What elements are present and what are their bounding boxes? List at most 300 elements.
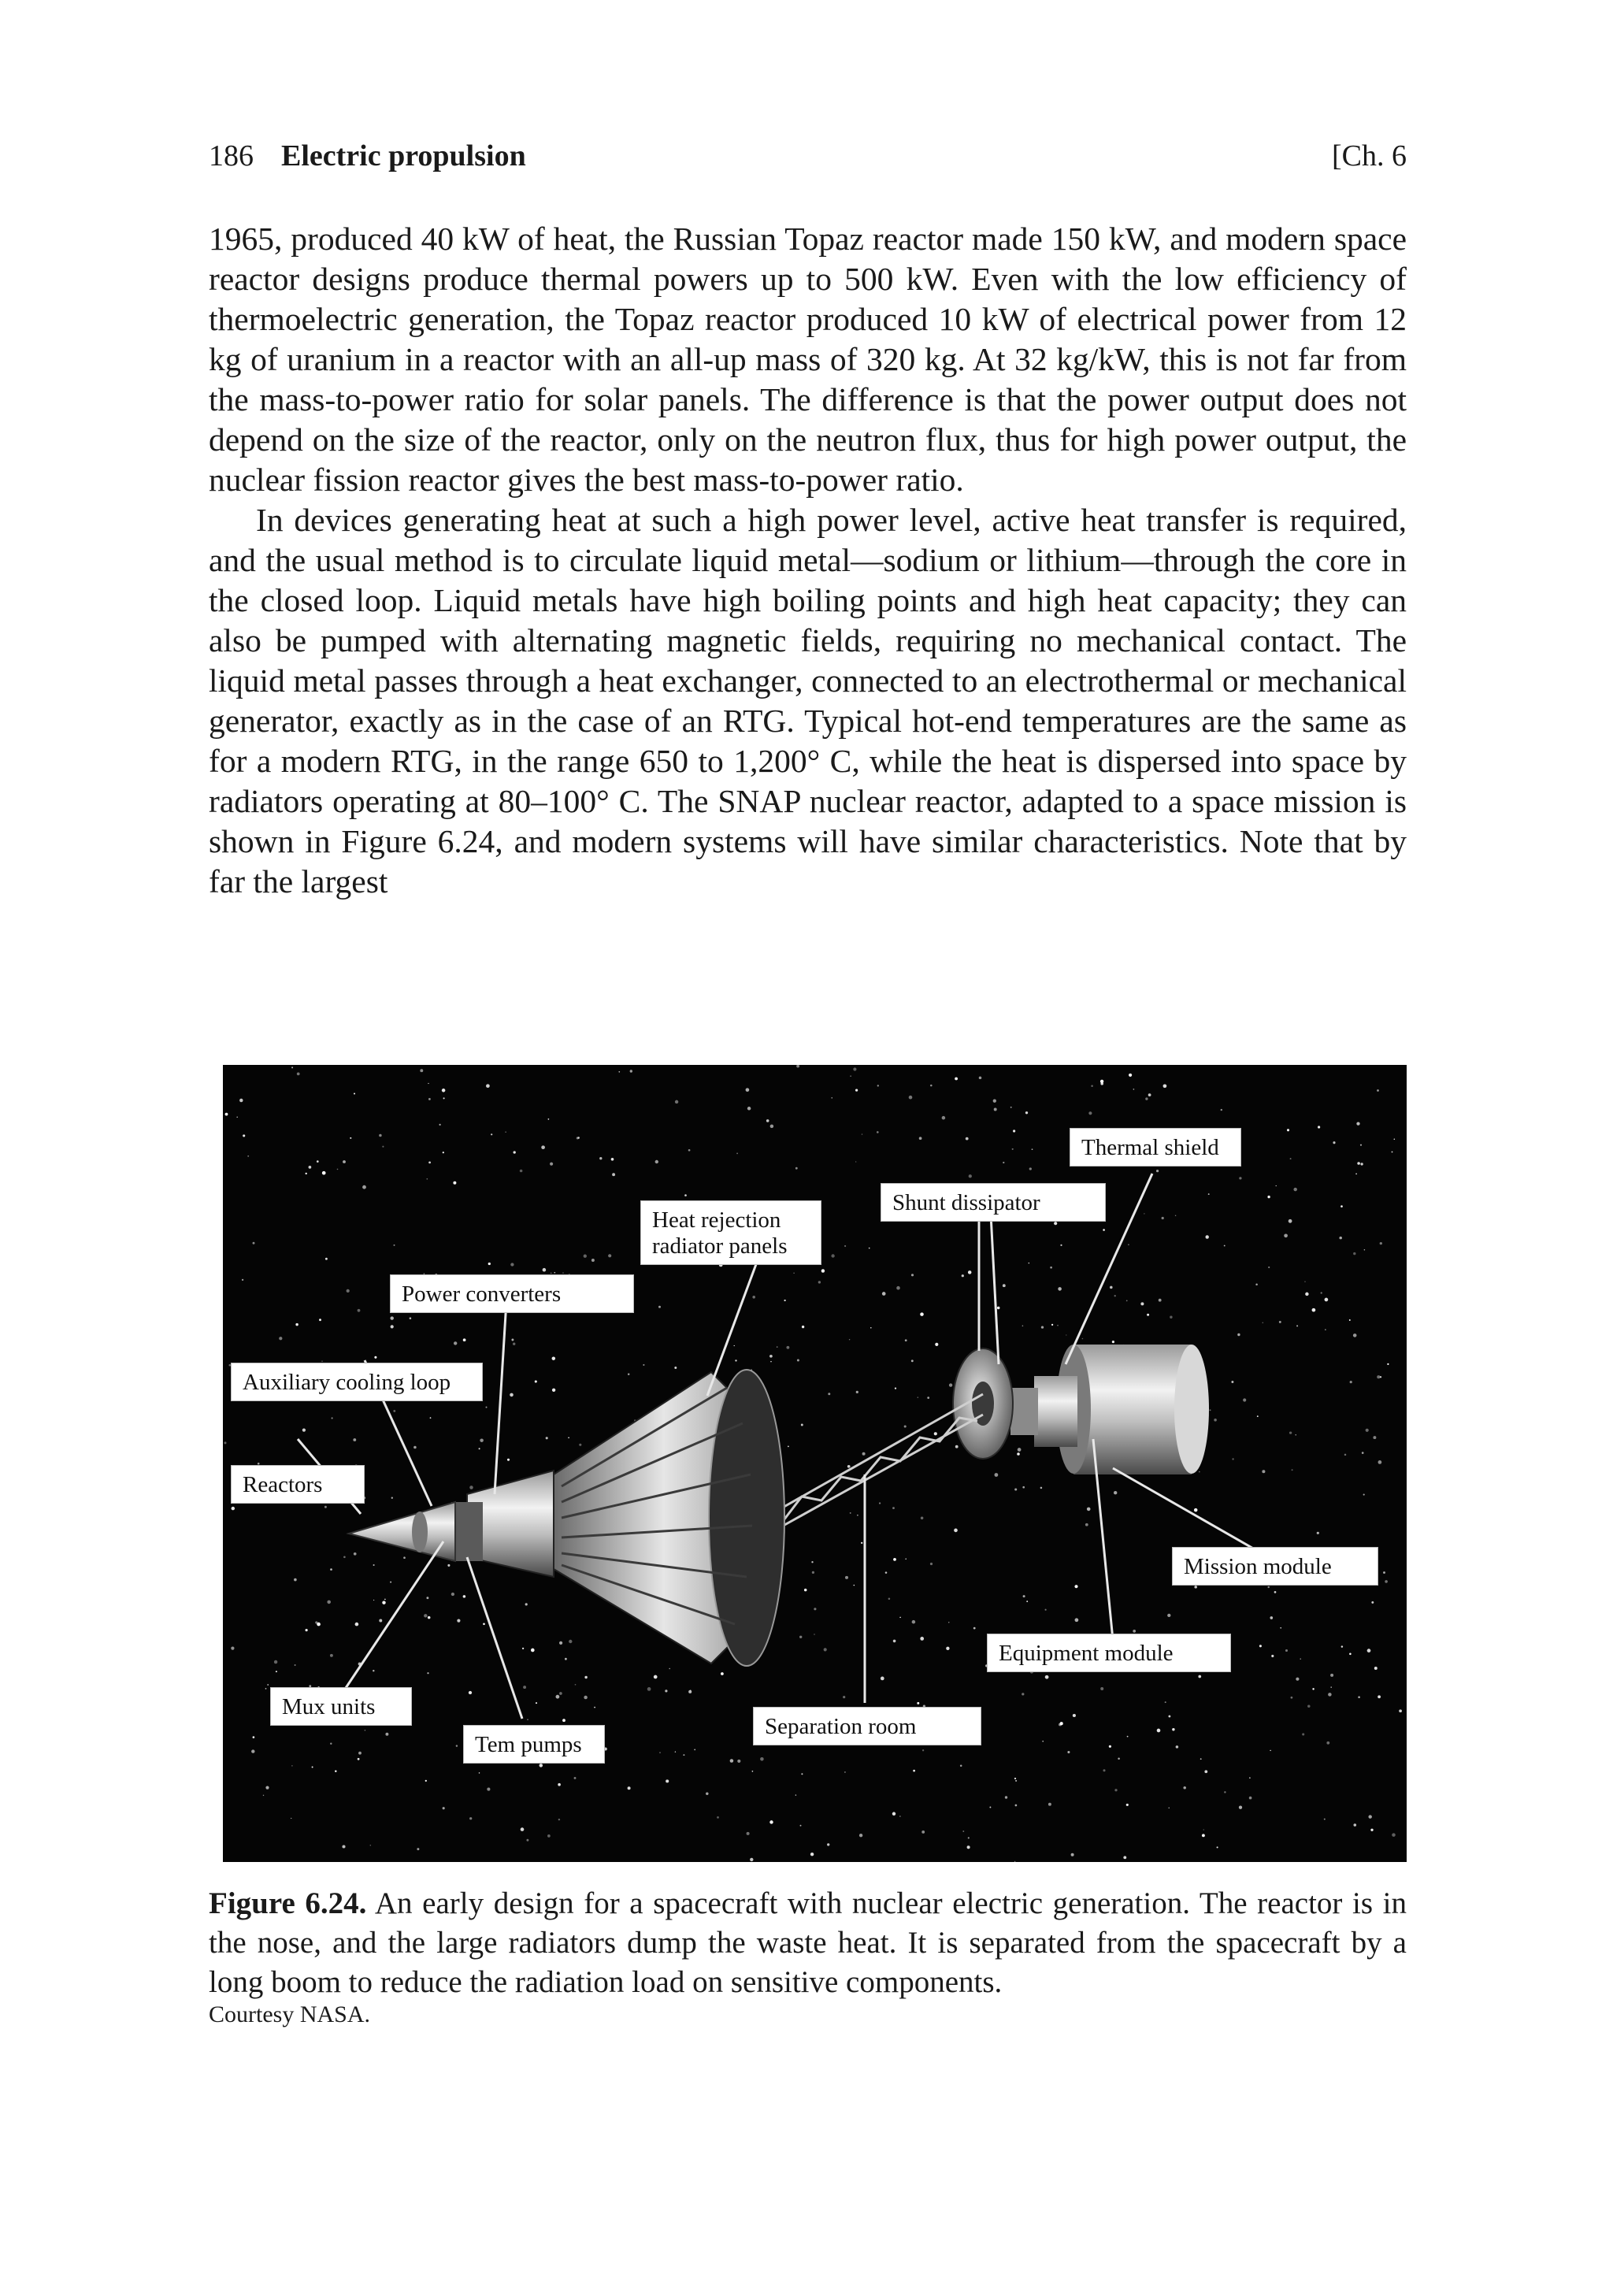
star [1114, 1295, 1116, 1296]
star [1175, 1215, 1176, 1216]
star [1085, 1523, 1088, 1526]
star [562, 1719, 565, 1722]
star [1305, 1293, 1308, 1296]
star [297, 1073, 300, 1076]
star [912, 1620, 916, 1624]
star [1194, 1508, 1198, 1512]
body-text [209, 219, 1407, 902]
star [568, 1437, 569, 1438]
star [752, 1771, 754, 1772]
star [251, 1749, 254, 1753]
star [684, 1194, 687, 1196]
star [426, 1597, 428, 1599]
page-number: 186 [209, 139, 254, 172]
star [796, 1065, 799, 1068]
star [628, 1786, 631, 1790]
star [317, 1623, 321, 1626]
star [746, 1088, 750, 1092]
star [1268, 1267, 1270, 1268]
star [337, 1169, 339, 1170]
star [683, 1754, 684, 1756]
star [1326, 1741, 1329, 1745]
star [1100, 1082, 1103, 1085]
star [274, 1660, 277, 1664]
star [1013, 1129, 1015, 1132]
star [1224, 1245, 1226, 1247]
star [892, 1812, 895, 1816]
star [551, 1273, 552, 1274]
star [1341, 1645, 1343, 1647]
star [354, 1552, 357, 1556]
star [236, 1116, 238, 1118]
star [843, 1696, 845, 1698]
reactor-drawing [349, 1471, 554, 1577]
star [674, 1367, 677, 1369]
star [628, 1374, 629, 1375]
star [1127, 1736, 1129, 1738]
star [1360, 1144, 1362, 1146]
star [904, 1425, 907, 1427]
star [921, 1517, 924, 1520]
star [1296, 1678, 1299, 1681]
star [1292, 1469, 1293, 1471]
star [688, 1149, 691, 1152]
star [801, 1773, 803, 1775]
star [531, 1649, 535, 1652]
star [942, 1116, 946, 1120]
star [1367, 1649, 1371, 1652]
star [995, 1473, 999, 1477]
star [1075, 1618, 1079, 1622]
star [457, 1619, 460, 1623]
star [558, 1819, 560, 1820]
star [1210, 1409, 1211, 1411]
star [358, 1309, 361, 1312]
star [353, 1438, 356, 1441]
star [921, 1830, 925, 1834]
star [735, 1359, 736, 1361]
star [1318, 1126, 1320, 1128]
star [1205, 1235, 1208, 1238]
star [569, 1640, 572, 1643]
star [747, 1832, 750, 1835]
star [1274, 1591, 1277, 1593]
star [659, 1752, 660, 1753]
mission-module-drawing [1010, 1345, 1209, 1474]
star [862, 1452, 866, 1456]
star [469, 1691, 472, 1694]
star [1126, 1300, 1128, 1302]
star [543, 1268, 547, 1272]
star [556, 1695, 560, 1699]
star [804, 1589, 806, 1592]
star [1284, 1233, 1288, 1237]
star [321, 1360, 322, 1361]
star [554, 1272, 556, 1274]
star [327, 1601, 331, 1604]
radiator-panels-drawing [554, 1370, 784, 1666]
star [1302, 1733, 1304, 1735]
star [1073, 1714, 1076, 1717]
star [1129, 1074, 1132, 1077]
star [1289, 1219, 1292, 1223]
star [1029, 1167, 1032, 1170]
star [747, 1107, 751, 1111]
chapter-marker: [Ch. 6 [1332, 139, 1407, 172]
star [694, 1749, 695, 1751]
star [559, 1641, 562, 1645]
star [463, 1338, 466, 1341]
star [1148, 1093, 1151, 1096]
figure-caption [209, 1884, 1407, 2002]
star [1255, 1283, 1258, 1285]
star [1287, 1129, 1289, 1131]
star [332, 1417, 333, 1419]
star [224, 1441, 227, 1444]
star [382, 1601, 385, 1604]
star [243, 1134, 245, 1137]
star [507, 1459, 510, 1461]
label-power-converters: Power converters [390, 1274, 634, 1313]
star [267, 1684, 269, 1686]
star [1350, 1381, 1352, 1383]
star [384, 1599, 386, 1601]
star [960, 1765, 962, 1767]
star [1237, 1333, 1240, 1336]
star [1363, 1494, 1365, 1496]
star [797, 1359, 799, 1361]
star [469, 1817, 472, 1819]
star [584, 1255, 587, 1258]
star [1074, 1585, 1077, 1588]
star [540, 1764, 543, 1767]
star [451, 1593, 454, 1596]
star [899, 1617, 901, 1619]
star [486, 1407, 488, 1408]
star [1333, 1141, 1335, 1144]
star [1353, 1252, 1355, 1255]
shunt-dissipator-drawing [953, 1348, 1013, 1459]
star [1321, 1292, 1322, 1293]
star [1023, 1595, 1025, 1597]
star [390, 1582, 391, 1583]
star [658, 1306, 661, 1308]
star [347, 1289, 350, 1293]
star [1165, 1701, 1166, 1703]
star [1203, 1829, 1204, 1830]
star [393, 1410, 395, 1412]
star [1328, 1693, 1332, 1697]
label-shunt-dissipator: Shunt dissipator [881, 1183, 1106, 1222]
star [752, 1296, 755, 1299]
star [394, 1244, 395, 1246]
star [1103, 1769, 1105, 1771]
star [486, 1084, 490, 1088]
star [342, 1845, 345, 1848]
star [417, 1848, 419, 1850]
star [1060, 1722, 1063, 1725]
star [1100, 1687, 1103, 1690]
star [391, 1497, 393, 1499]
star [1239, 1177, 1241, 1179]
star [279, 1337, 282, 1340]
star [909, 1096, 913, 1100]
star [844, 1245, 846, 1247]
star [927, 1397, 929, 1399]
star [1358, 1696, 1360, 1698]
star [955, 1445, 959, 1448]
star [373, 1564, 375, 1566]
label-mux-units: Mux units [270, 1687, 412, 1726]
star [973, 1627, 976, 1630]
star [1392, 1152, 1393, 1153]
star [317, 1160, 319, 1163]
star [319, 1319, 321, 1321]
star [335, 1770, 336, 1771]
star [1183, 1786, 1186, 1790]
star [1162, 1217, 1164, 1219]
star [312, 1766, 313, 1767]
star [1371, 1601, 1374, 1604]
star [427, 1672, 428, 1674]
star [1060, 1244, 1062, 1246]
star [608, 1254, 611, 1257]
label-thermal-shield: Thermal shield [1070, 1128, 1241, 1167]
star [487, 1788, 490, 1791]
figure-credit: Courtesy NASA. [209, 2001, 371, 2027]
star [322, 1171, 326, 1175]
star [525, 1603, 528, 1605]
star [730, 1759, 734, 1763]
star [1339, 1237, 1342, 1240]
star [350, 1137, 351, 1139]
star [1353, 1823, 1356, 1827]
star [1145, 1097, 1148, 1100]
star [831, 1254, 834, 1257]
star [1014, 1488, 1017, 1490]
star [1344, 1454, 1347, 1456]
star [1003, 1284, 1006, 1287]
star [1058, 1287, 1062, 1291]
star [1324, 1819, 1326, 1820]
caption-text: An early design for a spacecraft with nuclear electric generation. The reactor is in the nose, and the large radiators dump the waste heat. It is separated from the spacecraft by a long boom to reduce the radiation load on sensitive components. [209, 1886, 1407, 1999]
star [552, 1356, 556, 1360]
star [1170, 1316, 1172, 1319]
star [362, 1185, 366, 1189]
star [845, 1576, 848, 1579]
star [1378, 1695, 1381, 1698]
star [541, 1145, 545, 1149]
spacecraft-figure [223, 1065, 1407, 1862]
star [479, 1772, 480, 1774]
star [374, 1356, 376, 1359]
star [1091, 1085, 1093, 1087]
star [1276, 1185, 1277, 1186]
star [1259, 1645, 1262, 1647]
star [1147, 1314, 1149, 1316]
star [548, 1118, 550, 1120]
star [869, 1248, 870, 1249]
star [562, 1272, 563, 1273]
star [373, 1670, 374, 1671]
star [565, 1658, 567, 1660]
star [428, 1162, 431, 1164]
star [877, 1085, 879, 1086]
star [1357, 1162, 1360, 1165]
star [1362, 1452, 1364, 1454]
star [969, 1174, 972, 1178]
star [853, 1067, 856, 1070]
star [760, 1757, 764, 1761]
star [577, 1137, 579, 1139]
star [847, 1465, 851, 1468]
star [814, 1608, 816, 1610]
star [793, 1273, 794, 1274]
star [930, 1563, 933, 1565]
star [655, 1160, 658, 1163]
star [1140, 1302, 1144, 1305]
star [443, 1152, 444, 1153]
star [547, 1834, 551, 1838]
star [612, 1173, 615, 1176]
star [456, 1745, 458, 1746]
star [483, 1623, 485, 1626]
star [1199, 1471, 1200, 1473]
star [1202, 1834, 1205, 1837]
star [919, 1137, 922, 1140]
star [1349, 1653, 1352, 1656]
star [1249, 1797, 1252, 1800]
star [828, 1393, 830, 1395]
star [948, 1622, 949, 1623]
star [1378, 1460, 1382, 1464]
star [1364, 1249, 1366, 1251]
star [1232, 1458, 1233, 1460]
star [579, 1444, 581, 1446]
star [1041, 1326, 1044, 1328]
star [1012, 1148, 1014, 1150]
star [1353, 1333, 1357, 1337]
star [643, 1364, 644, 1366]
star [717, 1816, 719, 1819]
star [967, 1845, 970, 1849]
star [410, 1317, 412, 1319]
star [1045, 1609, 1047, 1611]
star [1172, 1728, 1174, 1730]
star [536, 1702, 537, 1704]
star [824, 1648, 827, 1651]
star [231, 1646, 234, 1649]
star [1231, 1381, 1233, 1383]
label-mission-module: Mission module [1172, 1547, 1378, 1586]
star [463, 1595, 466, 1598]
star [1290, 1158, 1292, 1159]
paragraph: In devices generating heat at such a high power level, active heat transfer is required, and the usual method is to circulate liquid metal—sodium or lithium—through the core in the closed loop. Liquid metals have high boiling points and high heat capacity; they can also be pumped with alternating magnetic fields, requiring no mechanical contact. The liquid metal passes through a heat exchanger, connected to an electrothermal or mechanical generator, exactly as in the case of an RTG. Typical hot-end temperatures are the same as for a modern RTG, in the range 650 to 1,200° C, while the heat is dispersed into space by radiators operating at 80–100° C. The SNAP nuclear reactor, adapted to a space mission is shown in Figure 6.24, and modern systems will have similar characteristics. Note that by far the largest [209, 502, 1407, 899]
star [355, 1623, 359, 1626]
star [1176, 1745, 1179, 1749]
star [879, 1502, 881, 1504]
star [966, 1137, 969, 1141]
star [265, 1688, 267, 1690]
paragraph: 1965, produced 40 kW of heat, the Russian Topaz reactor made 150 kW, and modern space reactor designs produce thermal powers up to 500 kW. Even with the low efficiency of thermoelectric generation, the Topaz reactor produced 10 kW of electrical power from 12 kg of uranium in a reactor with an all-up mass of 320 kg. At 32 kg/kW, this is not far from the mass-to-power ratio for solar panels. The difference is that the power output does not depend on the size of the reactor, only on the neutron flux, thus for high power output, the nuclear fission reactor gives the best mass-to-power ratio. [209, 221, 1407, 498]
star [253, 1736, 255, 1738]
star [1022, 1326, 1024, 1327]
star [647, 1687, 651, 1691]
star [594, 1707, 595, 1708]
star [888, 1598, 891, 1601]
star [882, 1292, 886, 1296]
star [821, 1269, 825, 1272]
star [934, 1432, 937, 1435]
star [358, 1752, 362, 1755]
star [1387, 1363, 1389, 1365]
star [857, 1515, 858, 1516]
star [1330, 1674, 1333, 1677]
star [575, 1684, 577, 1686]
star [420, 1069, 423, 1072]
star [1270, 1616, 1273, 1619]
star [1249, 1777, 1251, 1779]
star [1022, 1486, 1025, 1489]
star [930, 1085, 933, 1087]
star [993, 1100, 996, 1103]
star [491, 1133, 492, 1135]
star [232, 1507, 235, 1510]
star [666, 1779, 669, 1782]
star [365, 1730, 366, 1731]
star [750, 1858, 753, 1861]
star [1057, 1325, 1059, 1326]
star [786, 1346, 789, 1349]
star [1293, 1188, 1296, 1191]
star [954, 1529, 958, 1533]
star [469, 1486, 473, 1489]
star [877, 1131, 879, 1133]
star [1048, 1803, 1051, 1806]
star [413, 1446, 417, 1449]
star [239, 1099, 243, 1102]
star [669, 1668, 670, 1669]
star [354, 1093, 355, 1095]
star [737, 1760, 740, 1763]
star [769, 1820, 773, 1823]
star [1017, 1452, 1020, 1456]
star [1317, 1532, 1319, 1534]
star [1082, 1338, 1084, 1340]
star [1025, 1111, 1028, 1114]
star [885, 1571, 888, 1574]
star [920, 1312, 924, 1316]
star [810, 1853, 814, 1856]
star [859, 1834, 862, 1837]
star [1239, 1806, 1242, 1809]
star [721, 1672, 724, 1675]
star [309, 1166, 312, 1169]
star [428, 1616, 431, 1619]
running-title: Electric propulsion [281, 139, 526, 172]
star [955, 1078, 958, 1081]
star [391, 1325, 394, 1328]
star [514, 1151, 516, 1153]
star [788, 1446, 789, 1448]
star [917, 1702, 919, 1704]
star [330, 1654, 333, 1657]
star [505, 1132, 506, 1133]
star [1243, 1398, 1246, 1401]
star [854, 1585, 855, 1586]
star [770, 1125, 774, 1129]
star [1015, 1780, 1017, 1782]
